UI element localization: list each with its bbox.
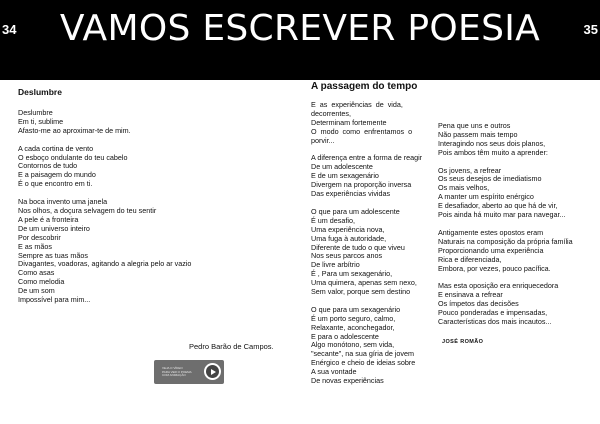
right-poem-title: A passagem do tempo bbox=[311, 81, 418, 92]
video-button-caption: VEJA O VÍDEO PARA VER O POEMA COM ANIMAÇÃO bbox=[162, 366, 192, 377]
left-poem-author: Pedro Barão de Campos. bbox=[189, 342, 274, 351]
page-title: VAMOS ESCREVER POESIA bbox=[59, 8, 541, 49]
right-poem-column-1: E as experiências de vida, decorrentes, Determinam fortemente O modo como enfrentamos o porvir... A diferença entre a forma de reagir De um adolescente E de um sexagenário Divergem na proporção inversa Das experiências vividas O que para um adolescente É um desafio, Uma experiência nova, Uma fuga à autoridade, Diferente de tudo o que viveu Nos seus parcos anos De livre arbítrio É , Para um sexagenário, Uma quimera, apenas sem nexo, Sem valor, porque sem destino O que para um sexagenário É um porto seguro, calmo, Relaxante, aconchegador, E para o adolescente Algo monótono, sem vida, "secante", na sua gíria de jovem Enérgico e cheio de ideias sobre A sua vontade De novas experiências bbox=[311, 100, 423, 386]
page-number-right: 35 bbox=[583, 22, 598, 37]
left-poem-title: Deslumbre bbox=[18, 87, 62, 97]
play-icon[interactable] bbox=[204, 363, 221, 380]
right-poem-author: JOSÉ ROMÃO bbox=[442, 339, 484, 345]
left-poem-body: Deslumbre Em ti, sublime Afasto-me ao aproximar-te de mim. A cada cortina de vento O esboço ondulante do teu cabelo Contornos de tudo E a paisagem do mundo É o que encontro em ti. Na boca invento uma janela Nos olhos, a doçura selvagem do teu sentir A pele é a fronteira De um universo inteiro Por descobrir E as mãos Sempre as tuas mãos Divagantes, voadoras, agitando a alegria pelo ar vazio Como asas Como melodia De um som Impossível para mim... bbox=[18, 108, 192, 305]
video-button[interactable] bbox=[154, 360, 224, 384]
right-poem-column-2: Pena que uns e outros Não passem mais tempo Interagindo nos seus dois planos, Pois ambos têm muito a aprender: Os jovens, a refrear Os seus desejos de imediatismo Os mais velhos, A manter um espírito enérgico E desafiador, aberto ao que há de vir, Pois ainda há muito mar para navegar... Antigamente estes opostos eram Naturais na composição da própria família Proporcionando uma experiência Rica e diferenciada, Embora, por vezes, pouco pacífica. Mas esta oposição era enriquecedora E ensinava a refrear Os ímpetos das decisões Pouco ponderadas e impensadas, Características dos mais incautos... bbox=[438, 121, 573, 326]
page-number-left: 34 bbox=[2, 22, 17, 37]
header-bar bbox=[0, 0, 600, 80]
